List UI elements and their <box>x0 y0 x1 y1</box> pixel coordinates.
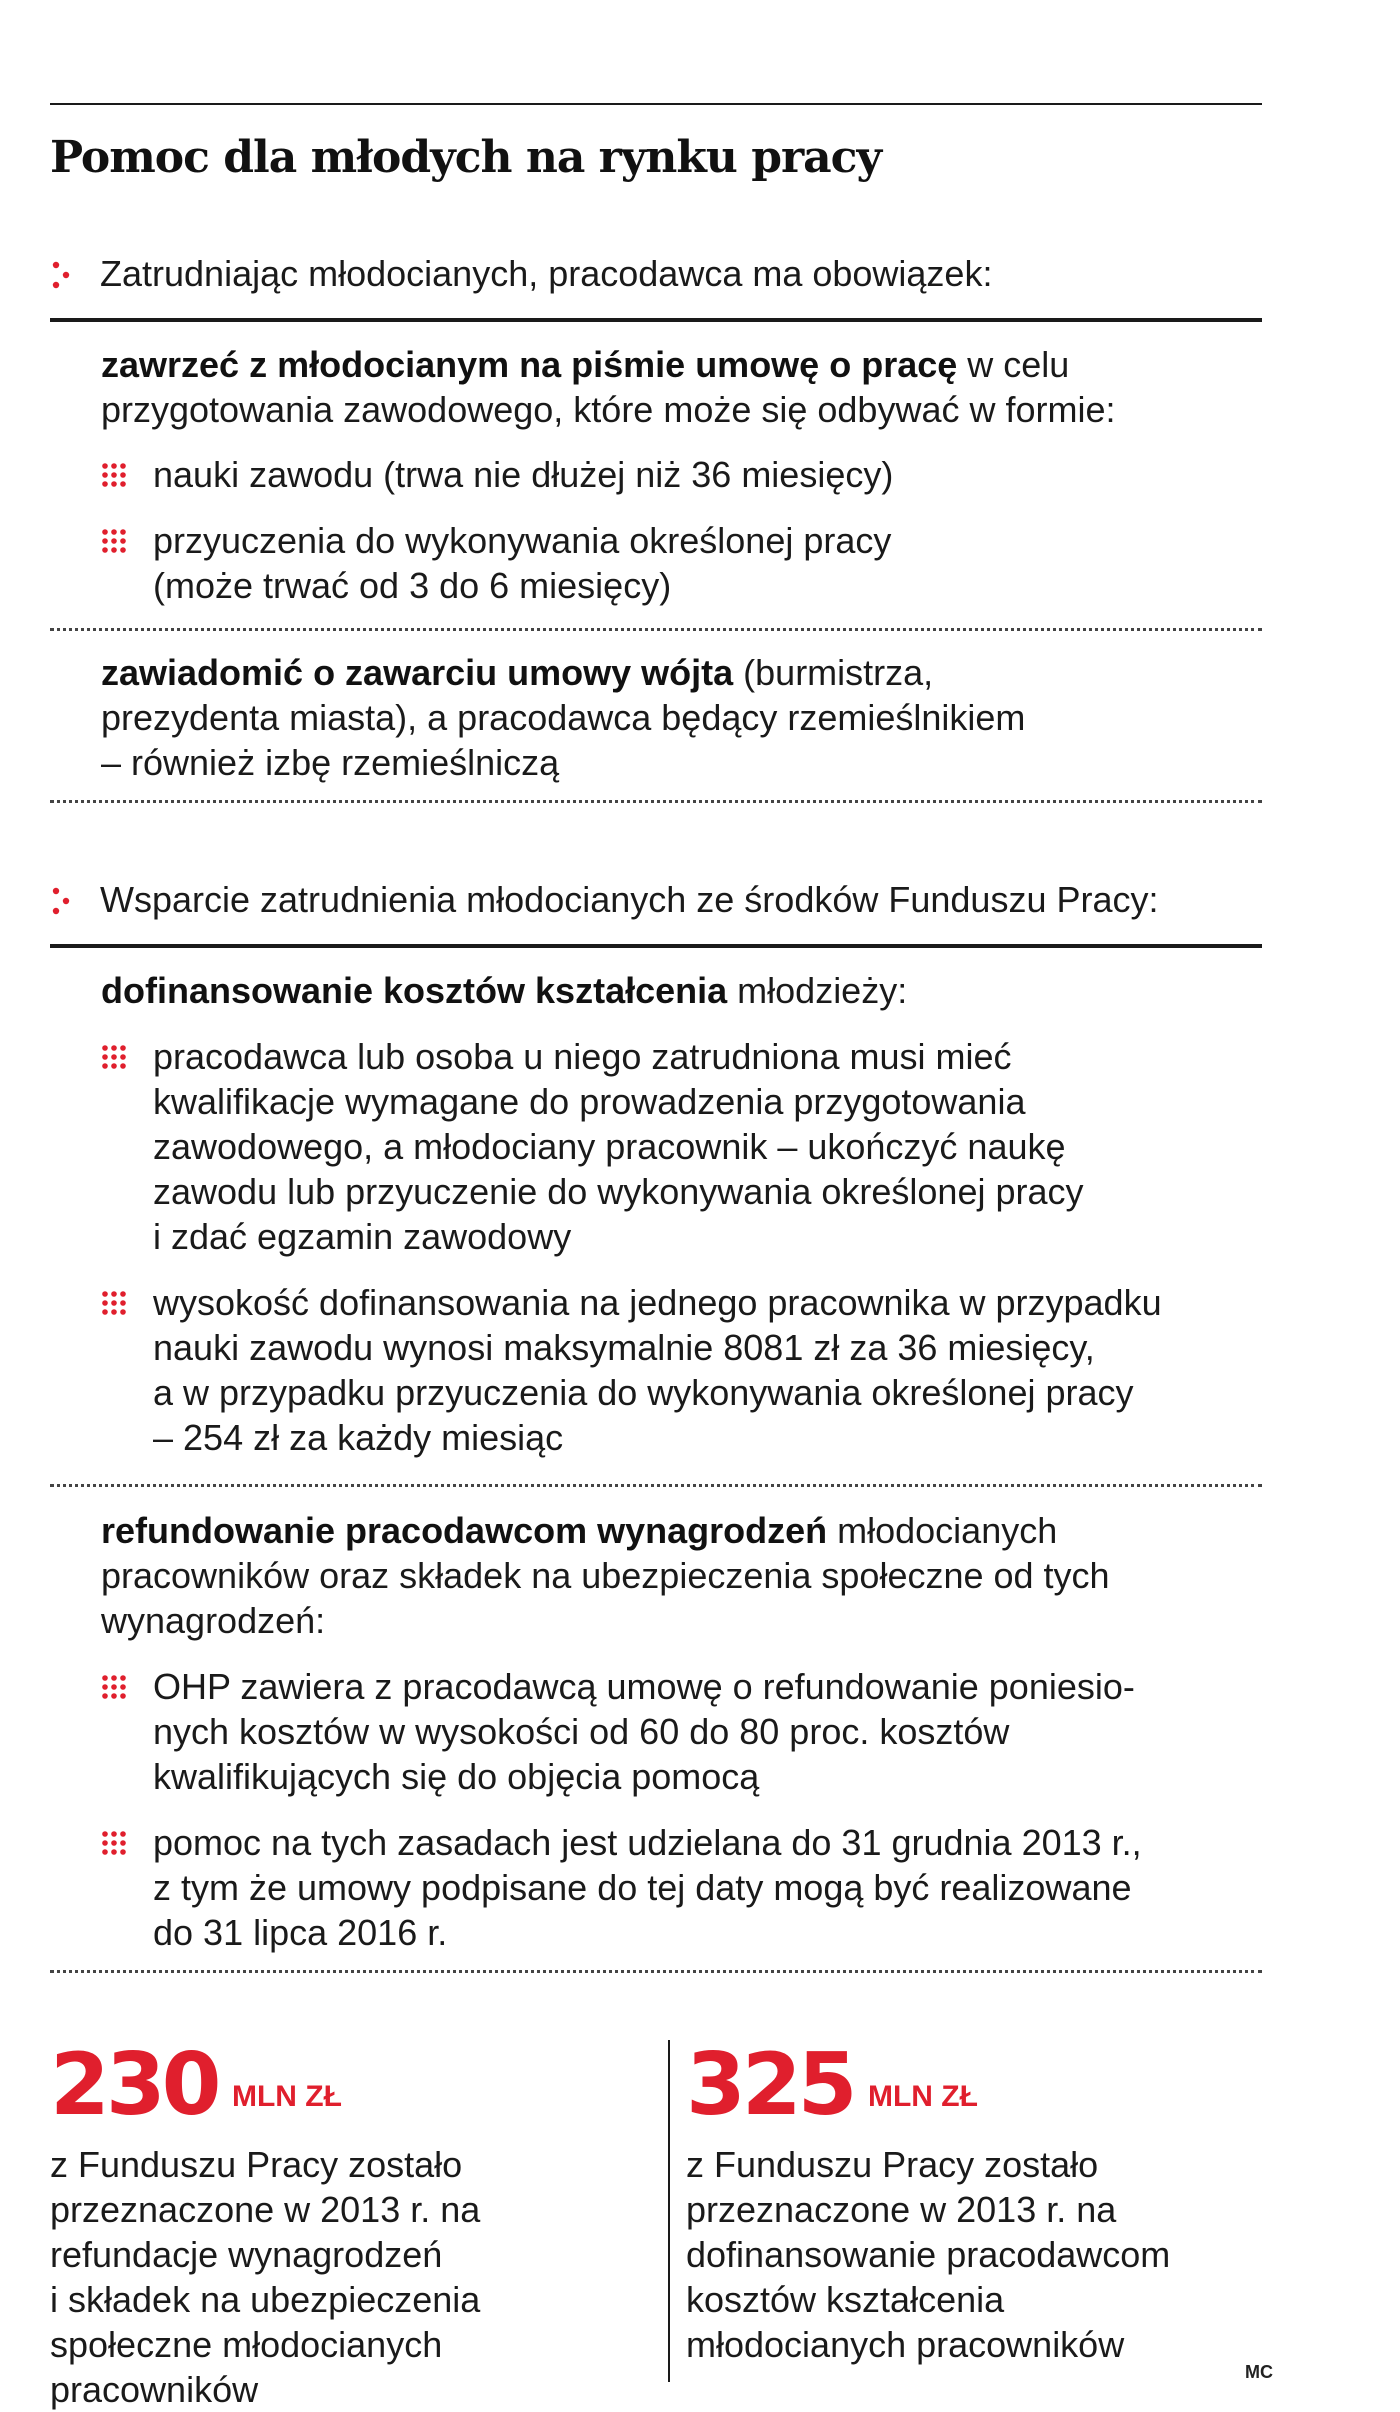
dot-grid-icon <box>101 462 127 488</box>
dotted-divider <box>50 1484 1262 1487</box>
section-2-item-1: dofinansowanie kosztów kształcenia młodzieży: <box>101 970 908 1011</box>
dot-grid-icon <box>101 528 127 554</box>
top-rule <box>50 103 1262 105</box>
stat-number: 230 <box>50 2035 218 2135</box>
section-1-rule <box>50 318 1262 322</box>
stat-unit: MLN ZŁ <box>867 2080 978 2113</box>
dot-grid-icon <box>101 1674 127 1700</box>
stat-description: z Funduszu Pracy zostało przeznaczone w 2013 r. na refundacje wynagrodzeń i składek na ubezpieczenia społeczne młodocianych pracowników <box>50 2144 481 2410</box>
stat-description: z Funduszu Pracy zostało przeznaczone w 2013 r. na dofinansowanie pracodawcom kosztów kształcenia młodocianych pracowników <box>686 2144 1171 2365</box>
stat-number: 325 <box>686 2035 854 2135</box>
page-title: Pomoc dla młodych na rynku pracy <box>50 132 882 183</box>
stat-block-1 <box>50 2035 610 2412</box>
dot-grid-icon <box>101 1044 127 1070</box>
author-initials: MC <box>1245 2362 1273 2382</box>
stat-block-2 <box>686 2035 1246 2367</box>
stat-unit: MLN ZŁ <box>231 2080 342 2113</box>
section-1-item-1: zawrzeć z młodocianym na piśmie umowę o pracę w celu przygotowania zawodowego, które może się odbywać w formie: <box>101 344 1116 430</box>
section-2-rule <box>50 944 1262 948</box>
dot-grid-icon <box>101 1830 127 1856</box>
section-marker-icon <box>50 260 72 290</box>
dotted-divider <box>50 1970 1262 1973</box>
dot-grid-icon <box>101 1290 127 1316</box>
dotted-divider <box>50 628 1262 631</box>
section-marker-icon <box>50 886 72 916</box>
section-1-item-2: zawiadomić o zawarciu umowy wójta (burmistrza, prezydenta miasta), a pracodawca będący rzemieślnikiem – również izbę rzemieślniczą <box>101 652 1026 783</box>
section-2-item-2: refundowanie pracodawcom wynagrodzeń młodocianych pracowników oraz składek na ubezpieczenia społeczne od tych wynagrodzeń: <box>101 1510 1110 1641</box>
stats-separator <box>668 2040 670 2382</box>
dotted-divider <box>50 800 1262 803</box>
